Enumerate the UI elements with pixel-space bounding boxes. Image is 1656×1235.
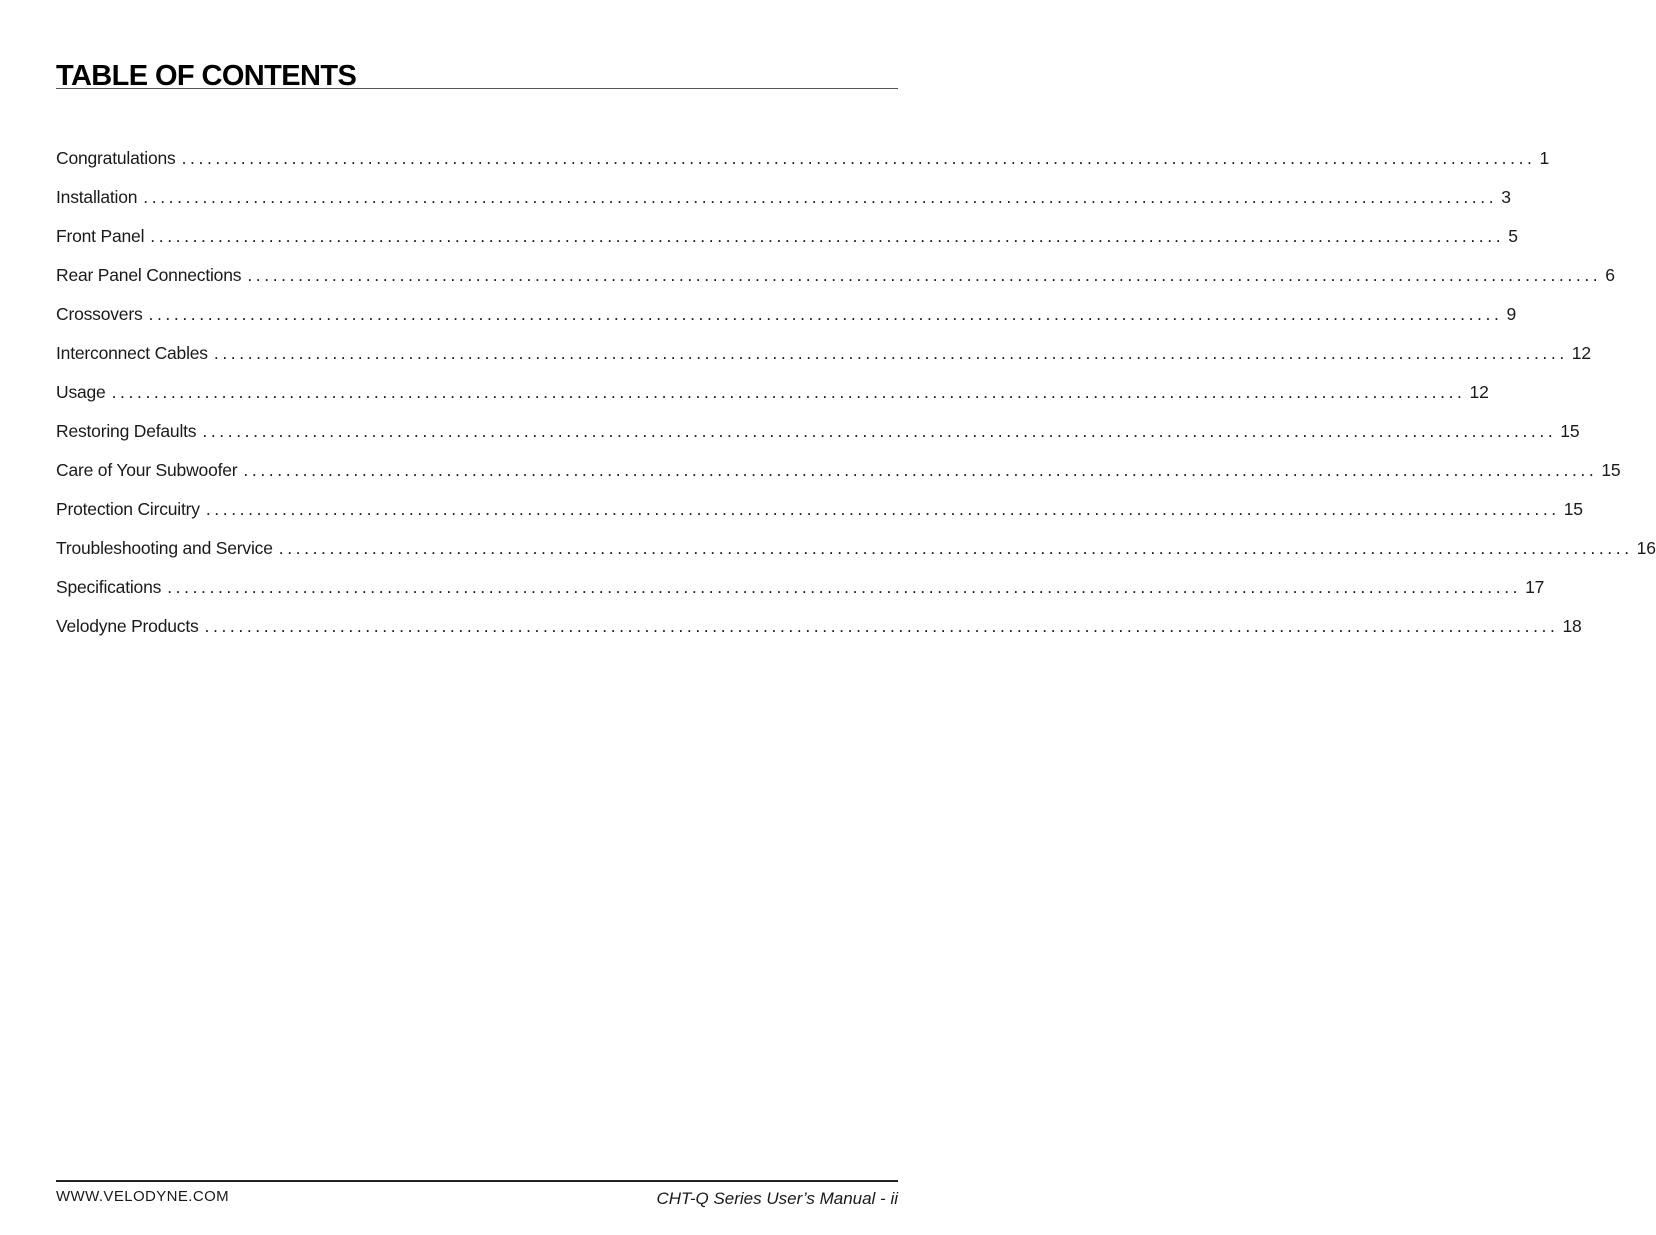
toc-entry[interactable]: [56, 146, 1550, 185]
toc-entry[interactable]: [56, 536, 1656, 575]
toc-entry-page: 6: [1605, 265, 1615, 285]
toc-entry-label: Protection Circuitry: [56, 499, 200, 519]
toc-entry[interactable]: [56, 380, 1489, 419]
toc-entry[interactable]: [56, 614, 1582, 653]
toc-entry-label: Interconnect Cables: [56, 343, 208, 363]
toc-entry-label: Installation: [56, 187, 138, 207]
toc-entry-page: 18: [1562, 616, 1582, 636]
dot-leader: ................................................................................................................................................................: [247, 265, 1602, 285]
dot-leader: ................................................................................................................................................................: [202, 421, 1557, 441]
toc-entry[interactable]: [56, 263, 1615, 302]
dot-leader: ................................................................................................................................................................: [143, 187, 1498, 207]
toc-entry-page: 15: [1601, 460, 1621, 480]
dot-leader: ................................................................................................................................................................: [148, 304, 1503, 324]
toc-entry-label: Care of Your Subwoofer: [56, 460, 238, 480]
toc-entry-label: Troubleshooting and Service: [56, 538, 273, 558]
footer-website: WWW.VELODYNE.COM: [56, 1188, 230, 1205]
dot-leader: ................................................................................................................................................................: [205, 499, 1560, 519]
toc-entry[interactable]: [56, 302, 1516, 341]
toc-entry-page: 15: [1560, 421, 1580, 441]
table-of-contents: [56, 146, 1656, 653]
toc-entry-page: 16: [1636, 538, 1656, 558]
footer-divider: [56, 1180, 898, 1182]
toc-entry[interactable]: [56, 224, 1518, 263]
dot-leader: ................................................................................................................................................................: [167, 577, 1522, 597]
dot-leader: ................................................................................................................................................................: [278, 538, 1633, 558]
footer-manual-title: CHT-Q Series User’s Manual - ii: [656, 1189, 898, 1208]
toc-entry-page: 12: [1571, 343, 1591, 363]
toc-entry-page: 1: [1539, 148, 1550, 168]
toc-entry-label: Crossovers: [56, 304, 143, 324]
dot-leader: ................................................................................................................................................................: [204, 616, 1559, 636]
toc-entry-label: Velodyne Products: [56, 616, 199, 636]
toc-entry[interactable]: [56, 575, 1545, 614]
dot-leader: ................................................................................................................................................................: [150, 226, 1505, 246]
page-title: TABLE OF CONTENTS: [56, 60, 357, 92]
title-bar: [56, 56, 898, 92]
toc-entry[interactable]: [56, 497, 1583, 536]
toc-entry-page: 12: [1469, 382, 1489, 402]
toc-entry-page: 17: [1525, 577, 1545, 597]
toc-entry-label: Restoring Defaults: [56, 421, 197, 441]
toc-entry-label: Rear Panel Connections: [56, 265, 242, 285]
toc-entry-label: Specifications: [56, 577, 162, 597]
toc-entry-label: Congratulations: [56, 148, 176, 168]
toc-entry-page: 3: [1501, 187, 1511, 207]
toc-entry[interactable]: [56, 341, 1591, 380]
toc-entry-page: 9: [1506, 304, 1516, 324]
dot-leader: ................................................................................................................................................................: [111, 382, 1466, 402]
toc-entry-page: 5: [1508, 226, 1518, 246]
dot-leader: ................................................................................................................................................................: [181, 148, 1536, 168]
dot-leader: ................................................................................................................................................................: [213, 343, 1568, 363]
toc-entry[interactable]: [56, 419, 1580, 458]
toc-entry-label: Usage: [56, 382, 106, 402]
toc-entry[interactable]: [56, 185, 1511, 224]
dot-leader: ................................................................................................................................................................: [243, 460, 1598, 480]
toc-entry-page: 15: [1563, 499, 1583, 519]
toc-entry-label: Front Panel: [56, 226, 145, 246]
toc-entry[interactable]: [56, 458, 1621, 497]
